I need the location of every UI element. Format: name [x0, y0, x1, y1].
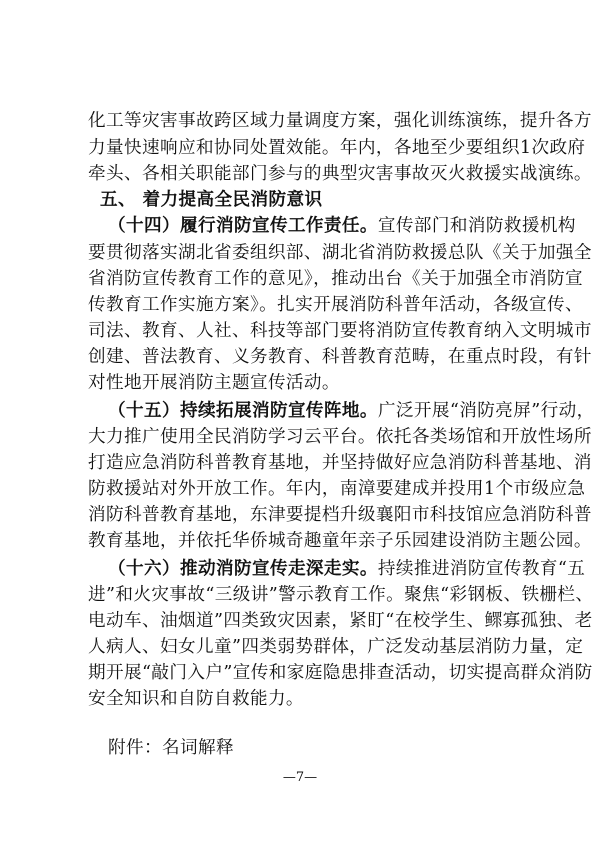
- body-line: 传教育工作实施方案》。扎实开展消防科普年活动，各级宣传、: [88, 295, 584, 315]
- section-heading: 五、 着力提高全民消防意识: [100, 190, 323, 210]
- body-line: 要贯彻落实湖北省委组织部、湖北省消防救援总队《关于加强全: [88, 243, 592, 263]
- body-line: 化工等灾害事故跨区域力量调度方案，强化训练演练，提升各方: [88, 111, 592, 131]
- body-line: 牵头、各相关职能部门参与的典型灾害事故灭火救援实战演练。: [88, 164, 592, 184]
- body-line: 省消防宣传教育工作的意见》，推动出台《关于加强全市消防宣: [88, 269, 584, 289]
- para-16-heading: （十六）推动消防宣传走深走实。: [108, 558, 378, 579]
- para-14-heading: （十四）履行消防宣传工作责任。: [108, 215, 378, 236]
- body-line: 电动车、油烟道”四类致灾因素，紧盯“在校学生、鳏寡孤独、老: [88, 611, 593, 631]
- body-line: 大力推广使用全民消防学习云平台。依托各类场馆和开放性场所: [88, 427, 592, 447]
- body-line: 创建、普法教育、义务教育、科普教育范畴，在重点时段，有针: [88, 347, 592, 367]
- body-line: 消防科普教育基地，东津要提档升级襄阳市科技馆应急消防科普: [88, 505, 592, 525]
- para-14-line: （十四）履行消防宣传工作责任。宣传部门和消防救援机构: [108, 215, 576, 236]
- body-line: 防救援站对外开放工作。年内，南漳要建成并投用1个市级应急: [88, 479, 586, 499]
- para-16-line: （十六）推动消防宣传走深走实。持续推进消防宣传教育“五: [108, 558, 586, 579]
- body-line: 安全知识和自防自救能力。: [88, 689, 304, 709]
- body-line: 进”和火灾事故“三级讲”警示教育工作。聚焦“彩钢板、铁栅栏、: [88, 585, 594, 605]
- body-line: 力量快速响应和协同处置效能。年内，各地至少要组织1次政府: [88, 138, 586, 158]
- page-number: —7—: [282, 770, 318, 785]
- body-line: 教育基地，并依托华侨城奇趣童年亲子乐园建设消防主题公园。: [88, 531, 592, 551]
- para-15-line: （十五）持续拓展消防宣传阵地。广泛开展“消防亮屏”行动，: [108, 400, 595, 421]
- body-line: 打造应急消防科普教育基地，并坚持做好应急消防科普基地、消: [88, 453, 592, 473]
- body-line: 人病人、妇女儿童”四类弱势群体，广泛发动基层消防力量，定: [88, 637, 584, 657]
- body-line: 对性地开展消防主题宣传活动。: [88, 373, 340, 393]
- attachment-note: 附件：名词解释: [108, 738, 234, 758]
- body-line: 期开展“敲门入户”宣传和家庭隐患排查活动，切实提高群众消防: [88, 663, 593, 683]
- body-line: 司法、教育、人社、科技等部门要将消防宣传教育纳入文明城市: [88, 321, 592, 341]
- para-15-heading: （十五）持续拓展消防宣传阵地。: [108, 400, 378, 421]
